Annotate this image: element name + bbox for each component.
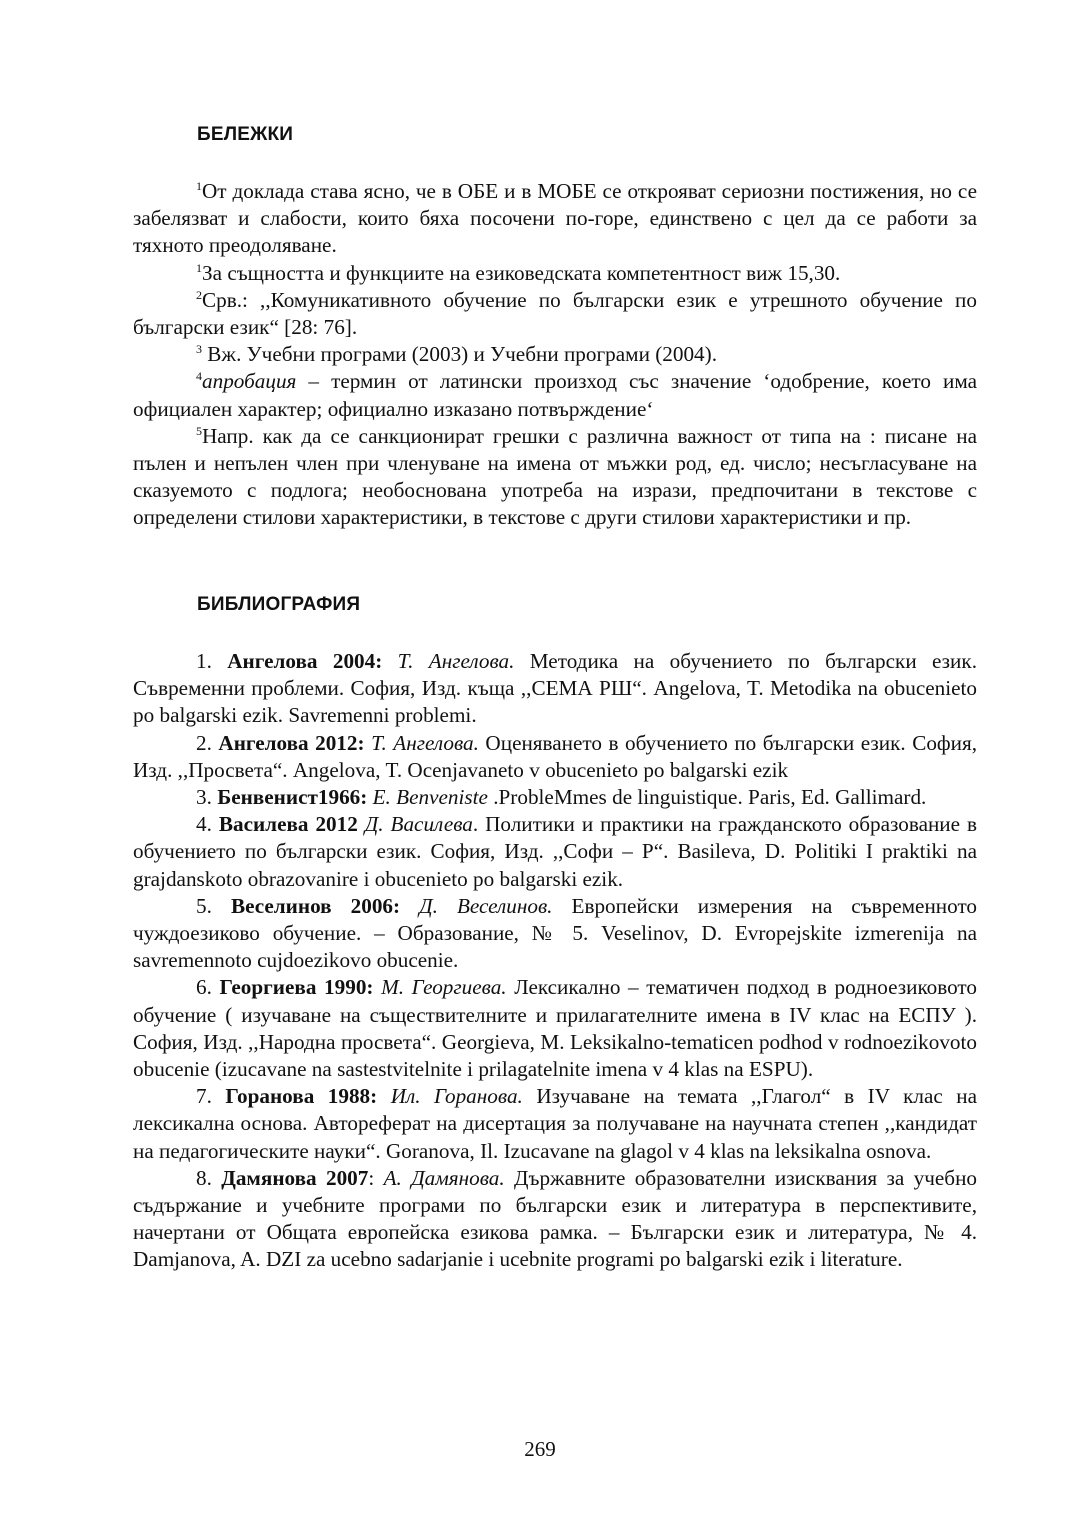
entry-number: 2. [196, 730, 219, 755]
entry-author: М. Георгиева. [381, 975, 507, 1000]
entry-key: Бенвенист1966: [217, 785, 368, 810]
entry-key: Георгиева 1990: [219, 975, 374, 1000]
entry-separator [358, 812, 365, 836]
entry-text: Държавните образователни изисквания за учебно съдържание и учебните програми по български език и литература в перспективите, начертани от Общата европейска езикова рамка. – Български език и литература, № 4. Damjanova, A. DZI za ucebno sadarjanie i ucebnite programi po balgarski ezik i literature. [133, 1165, 978, 1272]
bibliography-entry [133, 811, 977, 893]
entry-author: Т. Ангелова. [371, 730, 479, 755]
note-mark: 1 [196, 260, 202, 275]
note-item [133, 287, 977, 341]
entry-text: Изучаване на темата ,,Глагол“ в IV клас на лексикална основа. Автореферат на дисертация за получаване на научната степен ,,кандидат на педагогическите науки“. Goranova, Il. Izucavane na glagol v 4 klas na leksikalna osnova. [133, 1084, 978, 1163]
entry-number: 1. [196, 649, 228, 673]
bibliography-entry [133, 730, 977, 784]
entry-separator [400, 894, 419, 918]
note-mark: 1 [196, 178, 202, 193]
notes-list [133, 178, 977, 532]
note-item [133, 341, 977, 368]
entry-key: Дамянова 2007 [221, 1165, 369, 1190]
bibliography-entry [133, 893, 977, 975]
note-text: Вж. Учебни програми (2003) и Учебни програми (2004). [202, 342, 718, 367]
entry-key: Василева 2012 [218, 812, 358, 837]
bibliography-heading: БИБЛИОГРАФИЯ [197, 594, 361, 615]
note-text: – термин от латински произход със значение ‘одобрение, което има официален характер; официално изказано потвърждение‘ [133, 369, 977, 421]
note-mark: 3 [196, 342, 202, 357]
bibliography-entry [133, 1165, 977, 1274]
entry-separator [382, 649, 397, 673]
entry-text: Оценяването в обучението по български език. София, Изд. ,,Просвета“. Angelova, T. Ocenjavaneto v obucenieto po balgarski ezik [133, 730, 978, 782]
note-text: Срв.: ,,Комуникативното обучение по български език е утрешното обучение по български език“ [28: 76]. [133, 287, 977, 340]
entry-separator [373, 975, 381, 999]
entry-number: 8. [196, 1165, 222, 1190]
note-mark: 4 [196, 369, 202, 384]
note-item [133, 178, 977, 260]
entry-text: Лексикално – тематичен подход в родноезиковото обучение ( изучаване на съществителните и прилагателните имена в IV клас на ЕСПУ ). София, Изд. ,,Народна просвета“. Georgieva, M. Leksikalno-tematicen podhod v rodnoezikovoto obucenie (izucavane na sastestvitelnite i prilagatelnite imena v 4 klas na ESPU). [133, 975, 978, 1082]
entry-text: Методика на обучението по български език. Съвременни проблеми. София, Изд. къща ,,СЕМА РШ“. Angelova, T. Metodika na obucenieto po balgarski ezik. Savremenni problemi. [133, 649, 977, 728]
entry-separator [377, 1084, 391, 1108]
notes-heading: БЕЛЕЖКИ [197, 124, 294, 145]
note-mark: 2 [196, 287, 202, 302]
bibliography-entry [133, 974, 977, 1083]
entry-number: 5. [196, 893, 231, 918]
entry-author: Т. Ангелова. [397, 649, 515, 673]
entry-separator: : [368, 1165, 384, 1190]
entry-key: Ангелова 2012: [218, 730, 365, 755]
page-number: 269 [524, 1437, 556, 1461]
entry-number: 6. [196, 975, 220, 1000]
entry-key: Веселинов 2006: [230, 893, 401, 918]
entry-author: E. Benveniste [372, 785, 488, 810]
note-text: Напр. как да се санкционират грешки с различна важност от типа на : писане на пълен и непълен член при членуване на имена от мъжки род, ед. число; несъгласуване на сказуемото с подлога; необоснована употреба на изрази, предпочитани в текстове с определени стилови характеристики, в текстове с други стилови характеристики и пр. [133, 423, 977, 530]
entry-text: Европейски измерения на съвременното чуждоезиково обучение. – Образование, № 5. Veselinov, D. Evropejskite izmerenija na savremennoto cujdoezikovo obucenie. [133, 893, 978, 973]
entry-key: Горанова 1988: [225, 1084, 378, 1109]
entry-author: Ил. Горанова. [390, 1084, 523, 1109]
bibliography-entry [133, 784, 977, 811]
entry-author: Д. Василева [364, 812, 473, 837]
note-term: апробация [202, 369, 297, 394]
note-item [133, 260, 977, 287]
note-text: От доклада става ясно, че в ОБЕ и в МОБЕ се открояват сериозни постижения, но се забелязват и слабости, които бяха посочени по-горе, единствено с цел да се работи за тяхното преодоляване. [133, 179, 977, 258]
note-item [133, 423, 977, 532]
note-mark: 5 [196, 423, 202, 438]
entry-text: . Политики и практики на гражданското образование в обучението по български език. София, Изд. ,,Софи – Р“. Basileva, D. Politiki I praktiki na grajdanskoto obrazovanire i obucenieto po balgarski ezik. [133, 812, 978, 891]
entry-author: Д. Веселинов. [419, 893, 553, 918]
entry-key: Ангелова 2004: [227, 649, 383, 673]
entry-text: .ProbleMmes de linguistique. Paris, Ed. Gallimard. [487, 785, 927, 810]
entry-number: 3. [196, 785, 218, 810]
bibliography-entry [133, 1083, 977, 1165]
note-text: За същността и функциите на езиковедската компетентност виж 15,30. [202, 260, 841, 285]
bibliography-list [133, 648, 977, 1274]
bibliography-entry [133, 648, 977, 730]
entry-number: 7. [196, 1084, 226, 1109]
note-item [133, 368, 977, 422]
entry-number: 4. [196, 812, 219, 837]
entry-author: А. Дамянова. [383, 1165, 505, 1190]
